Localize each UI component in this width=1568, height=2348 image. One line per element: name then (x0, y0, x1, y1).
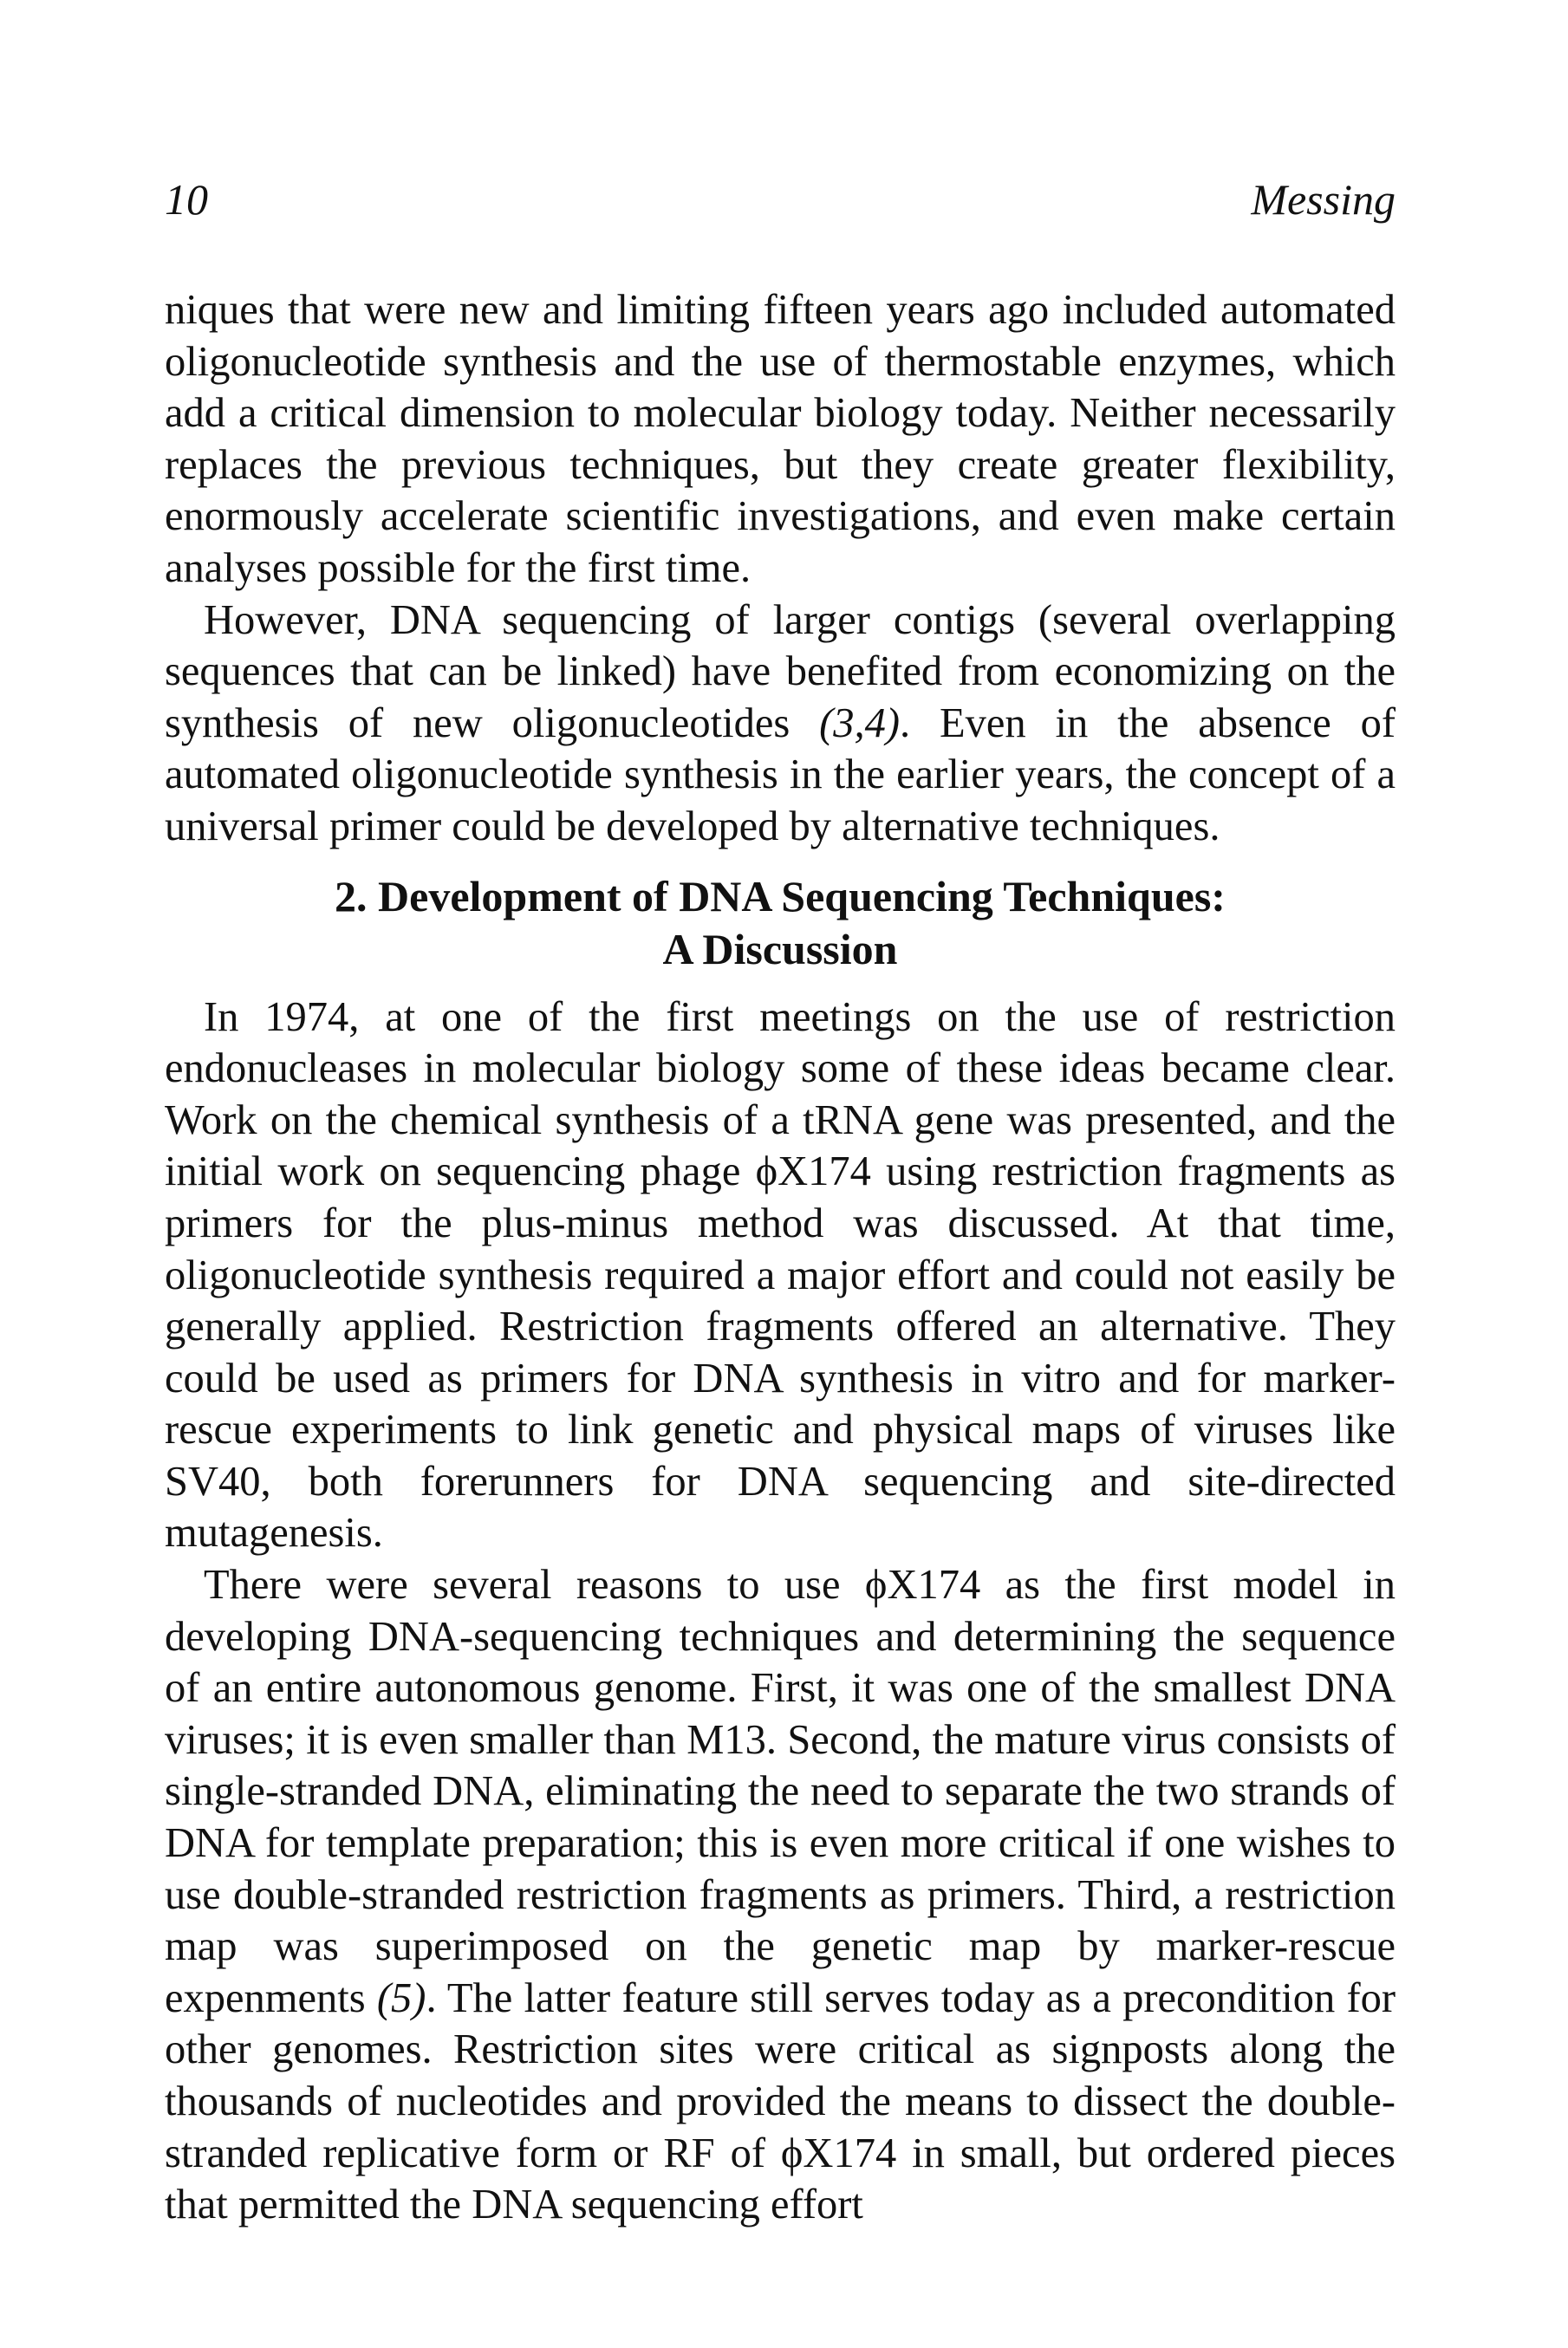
paragraph-text: There were several reasons to use ϕX174 as the first model in developing DNA-sequencing techniques and determining the sequence of an entire autonomous genome. First, it was one of the smallest DNA viruses; it is even smaller than M13. Second, the mature virus consists of single-stranded DNA, eliminating the need to separate the two strands of DNA for template preparation; this is even more critical if one wishes to use double-stranded restriction fragments as primers. Third, a restriction map was superimposed on the genetic map by marker-rescue expenments (165, 1562, 1396, 2021)
paragraph-text: However, DNA sequencing of larger contigs (several overlapping sequences that can be linked) have benefited from economizing on the synthesis of new oligonucleotides (165, 596, 1396, 746)
paragraph-contigs (165, 595, 1396, 853)
paragraph-text: . Even in the absence of automated oligonucleotide synthesis in the earlier years, the concept of a universal primer could be developed by alternative techniques. (165, 699, 1396, 849)
page-number: 10 (165, 175, 208, 224)
running-head (165, 165, 1396, 234)
citation: (5) (376, 1974, 426, 2021)
paragraph-continued (165, 284, 1396, 595)
section-heading-line-1: 2. Development of DNA Sequencing Techniques: (335, 871, 1226, 920)
running-title: Messing (1251, 175, 1396, 224)
paragraph-text: . The latter feature still serves today as a precondition for other genomes. Restriction sites were critical as signposts along the thousands of nucleotides and provided the means to dissect the double-stranded replicative form or RF of ϕX174 in small, but ordered pieces that permitted the DNA sequencing effort (165, 1974, 1396, 2228)
body-text (165, 284, 1396, 2231)
paragraph-text: niques that were new and limiting fifteen years ago included automated oligonucleotide synthesis and the use of thermostable enzymes, which add a critical dimension to molecular biology today. Neither necessarily replaces the previous techniques, but they create greater flexibility, enormously accelerate scientific investigations, and even make certain analyses possible for the first time. (165, 287, 1396, 591)
book-page (165, 165, 1396, 2231)
paragraph-1974-meeting (165, 992, 1396, 1560)
section-heading (165, 870, 1396, 976)
citation: (3,4) (819, 699, 901, 746)
paragraph-phix174-reasons (165, 1559, 1396, 2231)
paragraph-text: In 1974, at one of the first meetings on the use of restriction endonucleases in molecular biology some of these ideas became clear. Work on the chemical synthesis of a tRNA gene was presented, and the initial work on sequencing phage ϕX174 using restriction fragments as primers for the plus-minus method was discussed. At that time, oligonucleotide synthesis required a major effort and could not easily be generally applied. Restriction fragments offered an alternative. They could be used as primers for DNA synthesis in vitro and for marker-rescue experiments to link genetic and physical maps of viruses like SV40, both forerunners for DNA sequencing and site-directed mutagenesis. (165, 993, 1396, 1557)
section-heading-line-2: A Discussion (662, 924, 898, 973)
